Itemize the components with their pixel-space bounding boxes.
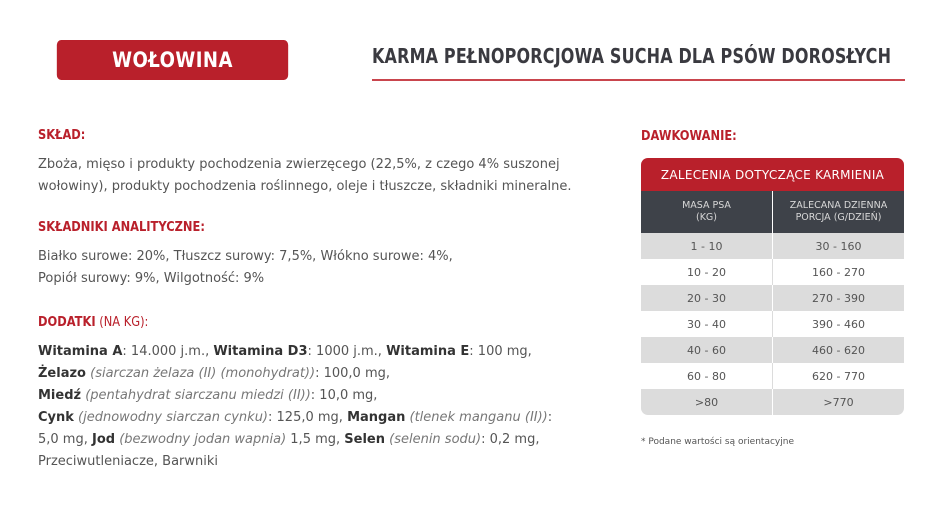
daily-portion-cell: 460 - 620 <box>812 343 865 357</box>
zinc-note: (jednowodny siarczan cynku) <box>73 410 269 425</box>
header-dog-mass <box>641 191 773 233</box>
analytical-line-2: Popiół surowy: 9%, Wilgotność: 9% <box>38 271 265 286</box>
dog-mass-cell: 40 - 60 <box>641 337 773 363</box>
manganese-value: : <box>547 410 553 425</box>
additives-line-1 <box>38 341 598 363</box>
daily-portion-cell: 30 - 160 <box>815 239 862 253</box>
manganese-note: (tlenek manganu (II)) <box>405 410 548 425</box>
additives-text <box>38 341 598 473</box>
iron-value: : 100,0 mg, <box>315 366 390 381</box>
iron-label: Żelazo <box>38 366 86 381</box>
vitamin-e-label: Witamina E <box>386 344 470 359</box>
vitamin-e-value: : 100 mg, <box>469 344 532 359</box>
dosage-footnote: * Podane wartości są orientacyjne <box>641 437 794 447</box>
vitamin-a-value: : 14.000 j.m., <box>122 344 214 359</box>
zinc-label: Cynk <box>38 410 74 425</box>
copper-label: Miedź <box>38 388 82 403</box>
copper-value: : 10,0 mg, <box>310 388 378 403</box>
table-row <box>641 311 904 337</box>
header-daily-portion-line-2: PORCJA (G/DZIEŃ) <box>795 212 882 223</box>
dosage-heading: DAWKOWANIE: <box>641 129 737 144</box>
daily-portion-cell: 160 - 270 <box>812 265 865 279</box>
dog-mass-cell: >80 <box>641 389 773 415</box>
composition-line-1: Zboża, mięso i produkty pochodzenia zwierzęcego (22,5%, z czego 4% suszonej <box>38 157 560 172</box>
feeding-table-title: ZALECENIA DOTYCZĄCE KARMIENIA <box>641 158 904 191</box>
table-row <box>641 233 904 259</box>
composition-line-2: wołowiny), produkty pochodzenia roślinnego, oleje i tłuszcze, składniki mineralne. <box>38 179 572 194</box>
iodine-label: Jod <box>92 432 116 447</box>
additives-line-6: Przeciwutleniacze, Barwniki <box>38 454 219 469</box>
header-daily-portion-line-1: ZALECANA DZIENNA <box>789 200 888 211</box>
table-row <box>641 285 904 311</box>
header-dog-mass-line-1: MASA PSA <box>682 200 731 211</box>
table-row <box>641 259 904 285</box>
table-row <box>641 363 904 389</box>
table-row <box>641 389 904 415</box>
iron-note: (siarczan żelaza (II) (monohydrat)) <box>85 366 316 381</box>
daily-portion-cell: 270 - 390 <box>812 291 865 305</box>
title-divider <box>372 79 905 81</box>
header-dog-mass-line-2: (KG) <box>695 212 717 223</box>
additives-line-2 <box>38 363 598 385</box>
header-daily-portion <box>773 191 904 233</box>
table-row <box>641 337 904 363</box>
composition-text <box>38 154 598 198</box>
zinc-value: : 125,0 mg, <box>268 410 348 425</box>
additives-heading-note: (NA KG): <box>95 315 149 330</box>
selenium-label: Selen <box>344 432 385 447</box>
vitamin-a-label: Witamina A <box>38 344 123 359</box>
manganese-amount: 5,0 mg, <box>38 432 92 447</box>
dog-mass-cell: 60 - 80 <box>641 363 773 389</box>
selenium-note: (selenin sodu) <box>385 432 482 447</box>
dog-mass-cell: 20 - 30 <box>641 285 773 311</box>
vitamin-d3-label: Witamina D3 <box>213 344 308 359</box>
additives-line-5 <box>38 429 598 451</box>
iodine-value: 1,5 mg, <box>286 432 345 447</box>
feeding-table-header <box>641 191 904 233</box>
selenium-value: : 0,2 mg, <box>481 432 540 447</box>
daily-portion-cell: 390 - 460 <box>812 317 865 331</box>
copper-note: (pentahydrat siarczanu miedzi (II)) <box>81 388 311 403</box>
additives-line-3 <box>38 385 598 407</box>
composition-heading: SKŁAD: <box>38 128 86 143</box>
analytical-text <box>38 246 598 290</box>
additives-heading <box>38 315 148 330</box>
feeding-table-body <box>641 233 904 415</box>
dog-mass-cell: 10 - 20 <box>641 259 773 285</box>
iodine-note: (bezwodny jodan wapnia) <box>115 432 287 447</box>
product-variant-badge: WOŁOWINA <box>57 40 288 80</box>
dog-mass-cell: 30 - 40 <box>641 311 773 337</box>
daily-portion-cell: >770 <box>823 395 854 409</box>
dog-mass-cell: 1 - 10 <box>641 233 773 259</box>
analytical-line-1: Białko surowe: 20%, Tłuszcz surowy: 7,5%, Włókno surowe: 4%, <box>38 249 453 264</box>
manganese-label: Mangan <box>347 410 406 425</box>
additives-heading-label: DODATKI <box>38 315 96 330</box>
analytical-heading: SKŁADNIKI ANALITYCZNE: <box>38 220 205 235</box>
additives-line-4 <box>38 407 598 429</box>
feeding-table <box>641 158 904 415</box>
daily-portion-cell: 620 - 770 <box>812 369 865 383</box>
product-title: KARMA PEŁNOPORCJOWA SUCHA DLA PSÓW DOROSŁYCH <box>372 44 892 68</box>
vitamin-d3-value: : 1000 j.m., <box>307 344 387 359</box>
